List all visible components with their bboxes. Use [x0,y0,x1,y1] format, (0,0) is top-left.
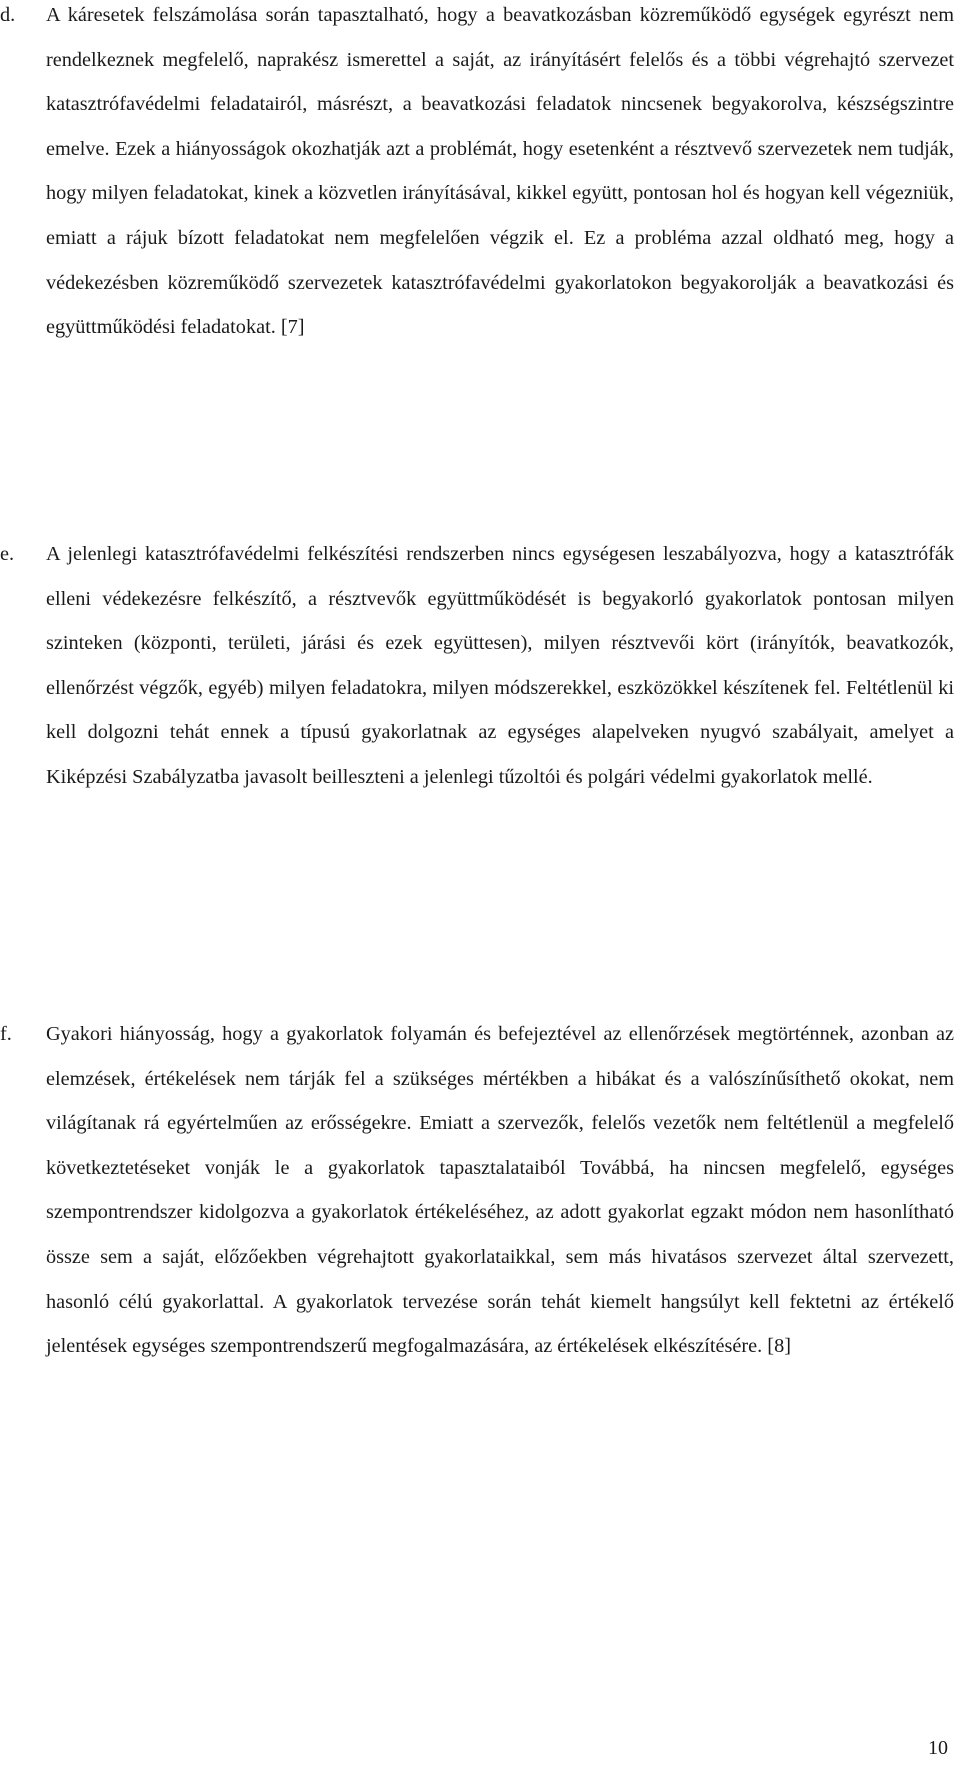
list-item-label: f. [0,1023,12,1045]
list-item-f [0,1012,954,1369]
list-item-label: d. [0,4,16,26]
list-item-paragraph: A káresetek felszámolása során tapasztalható, hogy a beavatkozásban közreműködő egységek egyrészt nem rendelkeznek megfelelő, naprakész ismerettel a saját, az irányításért felelős és a többi végrehajtó szervezet katasztrófavédelmi feladatairól, másrészt, a beavatkozási feladatok nincsenek begyakorolva, készségszintre emelve. Ezek a hiányosságok okozhatják azt a problémát, hogy esetenként a résztvevő szervezetek nem tudják, hogy milyen feladatokat, kinek a közvetlen irányításával, kikkel együtt, pontosan hol és hogyan kell végezniük, emiatt a rájuk bízott feladatokat nem megfelelően végzik el. Ez a probléma azzal oldható meg, hogy a védekezésben közreműködő szervezetek katasztrófavédelmi gyakorlatokon begyakorolják a beavatkozási és együttműködési feladatokat. [7] [46,4,954,339]
list-item-label: e. [0,543,15,565]
list-item-paragraph: A jelenlegi katasztrófavédelmi felkészítési rendszerben nincs egységesen leszabályozva, hogy a katasztrófák elleni védekezésre felkészítő, a résztvevők együttműködését is begyakorló gyakorlatok pontosan milyen szinteken (központi, területi, járási és ezek együttesen), milyen résztvevői kört (irányítók, beavatkozók, ellenőrzést végzők, egyéb) milyen feladatokra, milyen módszerekkel, eszközökkel készítenek fel. Feltétlenül ki kell dolgozni tehát ennek a típusú gyakorlatnak az egységes alapelveken nyugvó szabályait, amelyet a Kiképzési Szabályzatba javasolt beilleszteni a jelenlegi tűzoltói és polgári védelmi gyakorlatok mellé. [46,543,954,788]
list-item-e [0,532,954,800]
list-item-d [0,0,954,350]
page-number: 10 [928,1737,948,1759]
list-item-paragraph: Gyakori hiányosság, hogy a gyakorlatok folyamán és befejeztével az ellenőrzések megtörténnek, azonban az elemzések, értékelések nem tárják fel a szükséges mértékben a hibákat és a valószínűsíthető okokat, nem világítanak rá egyértelműen az erősségekre. Emiatt a szervezők, felelős vezetők nem feltétlenül a megfelelő következtetéseket vonják le a gyakorlatok tapasztalataiból Továbbá, ha nincsen megfelelő, egységes szempontrendszer kidolgozva a gyakorlatok értékeléséhez, az adott gyakorlat egzakt módon nem hasonlítható össze sem a saját, előzőekben végrehajtott gyakorlataikkal, sem más hivatásos szervezet által szervezett, hasonló célú gyakorlattal. A gyakorlatok tervezése során tehát kiemelt hangsúlyt kell fektetni az értékelő jelentések egységes szempontrendszerű megfogalmazására, az értékelések elkészítésére. [8] [46,1023,954,1358]
